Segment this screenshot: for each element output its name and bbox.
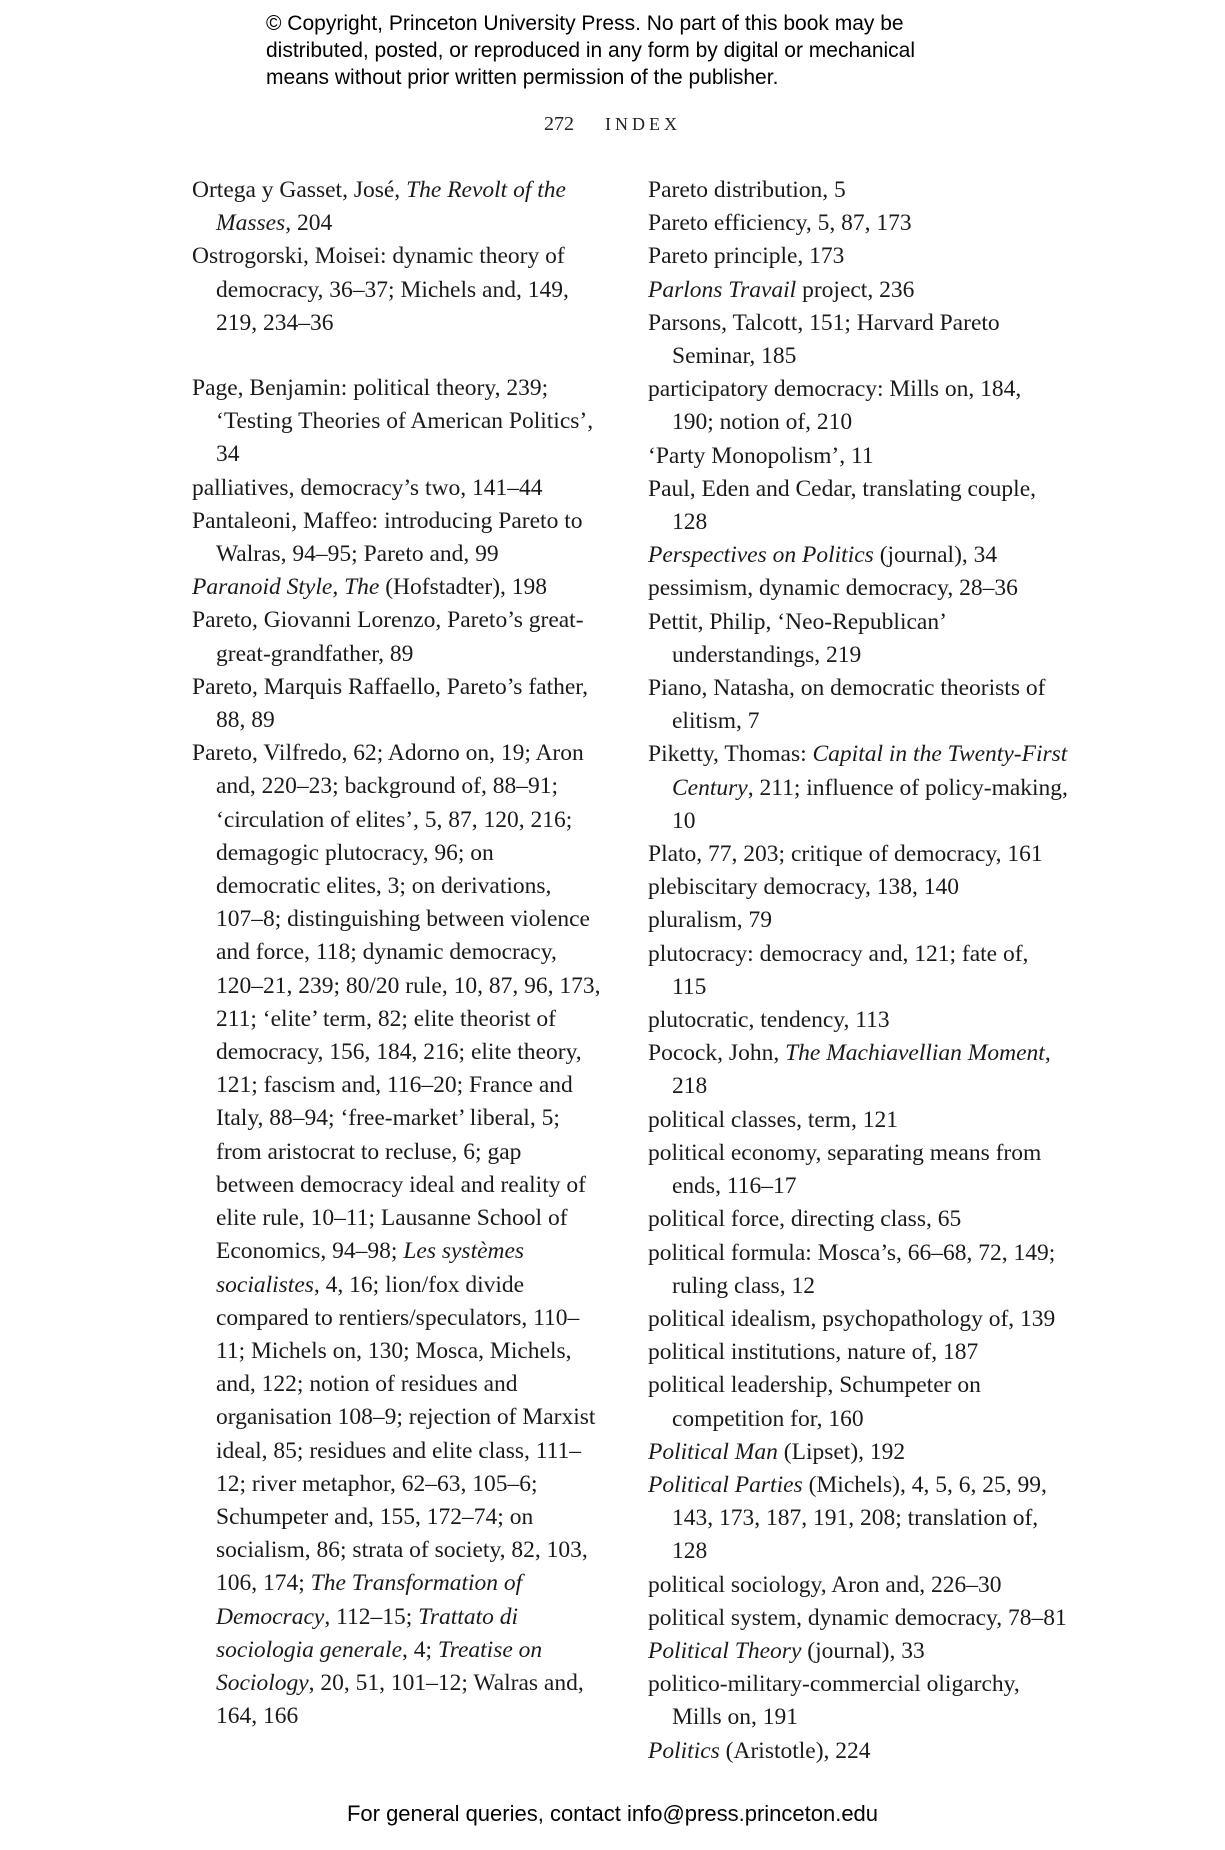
index-entry: pluralism, 79 [648,907,773,934]
index-entry: political institutions, nature of, 187 [648,1339,979,1366]
index-entry: political sociology, Aron and, 226–30 [648,1571,1002,1598]
copyright-notice [266,10,966,91]
copyright-line-2: distributed, posted, or reproduced in any form by digital or mechanical [266,39,916,62]
running-head [0,113,1225,136]
index-entry: political classes, term, 121 [648,1106,898,1133]
index-entry: Piketty, Thomas: Capital in the Twenty-First Century, 211; influence of policy-making, 10 [648,741,1068,834]
index-entry: Pantaleoni, Maffeo: introducing Pareto to Walras, 94–95; Pareto and, 99 [192,507,583,568]
section-title: INDEX [605,114,681,134]
index-column-left [192,174,604,1733]
index-entry: politico-military-commercial oligarchy, Mills on, 191 [648,1671,1020,1731]
footer-contact: For general queries, contact info@press.princeton.edu [346,1801,879,1826]
index-entry: Pareto distribution, 5 [648,177,846,203]
index-entry: Politics (Aristotle), 224 [648,1737,871,1764]
index-entry: political formula: Mosca’s, 66–68, 72, 149; ruling class, 12 [648,1239,1056,1299]
index-entry: Pareto, Marquis Raffaello, Pareto’s father, 88, 89 [192,673,589,734]
index-entry: Parsons, Talcott, 151; Harvard Pareto Seminar, 185 [648,309,1000,370]
index-entry: Paranoid Style, The (Hofstadter), 198 [192,574,548,601]
index-entry: political system, dynamic democracy, 78–81 [648,1604,1067,1631]
index-entry: Pareto, Vilfredo, 62; Adorno on, 19; Aron and, 220–23; background of, 88–91; ‘circulation of elites’, 5, 87, 120, 216; demagogic plutocracy, 96; on democratic elites, 3; on derivations, 107–8; distinguishing between violence and force, 118; dynamic democracy, 120–21, 239; 80/20 rule, 10, 87, 96, 173, 211; ‘elite’ term, 82; elite theorist of democracy, 156, 184, 216; elite theory, 121; fascism and, 116–20; France and Italy, 88–94; ‘free-market’ liberal, 5; from aristocrat to recluse, 6; gap between democracy ideal and reality of elite rule, 10–11; Lausanne School of Economics, 94–98; Les systèmes socialistes, 4, 16; lion/fox divide compared to rentiers/speculators, 110–11; Michels on, 130; Mosca, Michels, and, 122; notion of residues and organisation 108–9; rejection of Marxist ideal, 85; residues and elite class, 111–12; river metaphor, 62–63, 105–6; Schumpeter and, 155, 172–74; on socialism, 86; strata of society, 82, 103, 106, 174; The Transformation of Democracy, 112–15; Trattato di sociologia generale, 4; Treatise on Sociology, 20, 51, 101–12; Walras and, 164, 166 [192,740,601,1730]
page-number: 272 [544,113,574,135]
index-entry: Pocock, John, The Machiavellian Moment, 218 [648,1040,1051,1100]
index-entry: Pareto, Giovanni Lorenzo, Pareto’s great-great-grandfather, 89 [192,607,584,667]
copyright-line-1: © Copyright, Princeton University Press. No part of this book may be [266,12,904,35]
index-entry: participatory democracy: Mills on, 184, 190; notion of, 210 [648,376,1022,436]
index-entry: Political Man (Lipset), 192 [648,1438,906,1465]
index-entry: Political Theory (journal), 33 [648,1637,925,1664]
index-entry: Pettit, Philip, ‘Neo-Republican’ understandings, 219 [648,608,946,668]
index-entry: plebiscitary democracy, 138, 140 [648,874,960,901]
index-entry: Parlons Travail project, 236 [648,276,915,303]
index-entry: Piano, Natasha, on democratic theorists of elitism, 7 [648,675,1046,735]
index-entry: political leadership, Schumpeter on competition for, 160 [648,1372,981,1432]
index-entry: pessimism, dynamic democracy, 28–36 [648,575,1018,602]
index-entry: Page, Benjamin: political theory, 239; ‘Testing Theories of American Politics’, 34 [192,375,594,468]
index-entry: political force, directing class, 65 [648,1206,962,1233]
index-entry: palliatives, democracy’s two, 141–44 [192,474,543,501]
index-entry: political economy, separating means from ends, 116–17 [648,1139,1042,1200]
index-entry: Plato, 77, 203; critique of democracy, 161 [648,841,1043,868]
index-entry: plutocratic, tendency, 113 [648,1007,890,1034]
index-entry: Ostrogorski, Moisei: dynamic theory of democracy, 36–37; Michels and, 149, 219, 234–36 [192,243,569,336]
index-entry: Pareto efficiency, 5, 87, 173 [648,210,912,237]
index-entry: plutocracy: democracy and, 121; fate of, 115 [648,940,1029,1000]
index-entry: Paul, Eden and Cedar, translating couple, 128 [648,475,1037,536]
index-entry: Perspectives on Politics (journal), 34 [648,542,998,569]
index-entry: Political Parties (Michels), 4, 5, 6, 25, 99, 143, 173, 187, 191, 208; translation of, 128 [648,1471,1047,1565]
index-entry: Ortega y Gasset, José, The Revolt of the Masses, 204 [192,177,566,237]
index-entry: political idealism, psychopathology of, 139 [648,1305,1056,1332]
index-column-right [648,174,1068,1768]
copyright-line-3: means without prior written permission of the publisher. [266,66,779,89]
index-entry: ‘Party Monopolism’, 11 [648,442,874,469]
index-entry: Pareto principle, 173 [648,243,845,270]
